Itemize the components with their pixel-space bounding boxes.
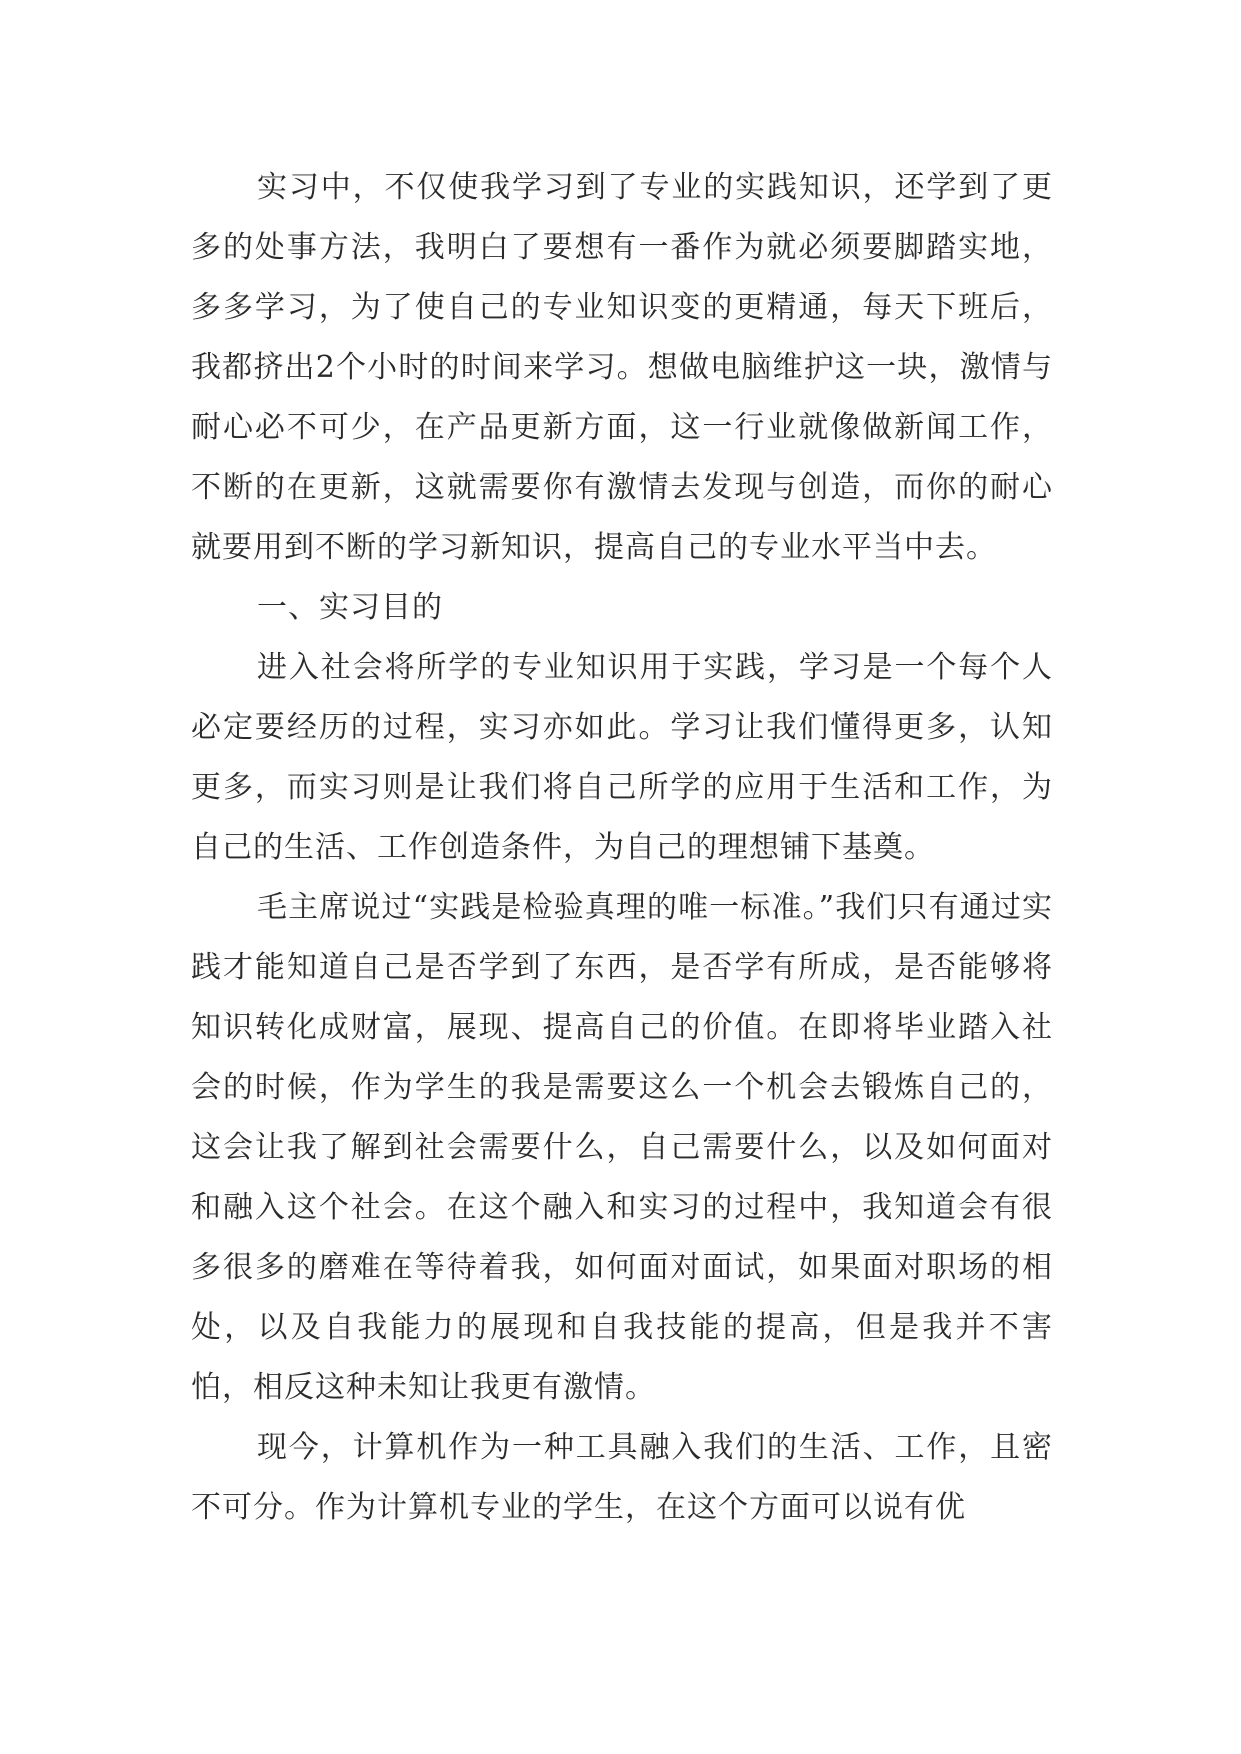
paragraph-internship-gains: 实习中，不仅使我学习到了专业的实践知识，还学到了更多的处事方法，我明白了要想有一番作为就必须要脚踏实地，多多学习，为了使自己的专业知识变的更精通，每天下班后，我都挤出2个小时的时间来学习。想做电脑维护这一块，激情与耐心必不可少，在产品更新方面，这一行业就像做新闻工作，不断的在更新，这就需要你有激情去发现与创造，而你的耐心就要用到不断的学习新知识，提高自己的专业水平当中去。 [191, 170, 1053, 565]
document-body [191, 158, 1053, 1538]
paragraph-computer-tool: 现今，计算机作为一种工具融入我们的生活、工作，且密不可分。作为计算机专业的学生，在这个方面可以说有优 [191, 1430, 1053, 1525]
paragraph-entering-society: 进入社会将所学的专业知识用于实践，学习是一个每个人必定要经历的过程，实习亦如此。学习让我们懂得更多，认知更多，而实习则是让我们将自己所学的应用于生活和工作，为自己的生活、工作创造条件，为自己的理想铺下基奠。 [191, 650, 1053, 865]
section-heading-internship-purpose: 一、实习目的 [257, 590, 443, 625]
paragraph-practice-quote: 毛主席说过“实践是检验真理的唯一标准。”我们只有通过实践才能知道自己是否学到了东西，是否学有所成，是否能够将知识转化成财富，展现、提高自己的价值。在即将毕业踏入社会的时候，作为学生的我是需要这么一个机会去锻炼自己的，这会让我了解到社会需要什么，自己需要什么，以及如何面对和融入这个社会。在这个融入和实习的过程中，我知道会有很多很多的磨难在等待着我，如何面对面试，如果面对职场的相处，以及自我能力的展现和自我技能的提高，但是我并不害怕，相反这种未知让我更有激情。 [191, 890, 1053, 1405]
